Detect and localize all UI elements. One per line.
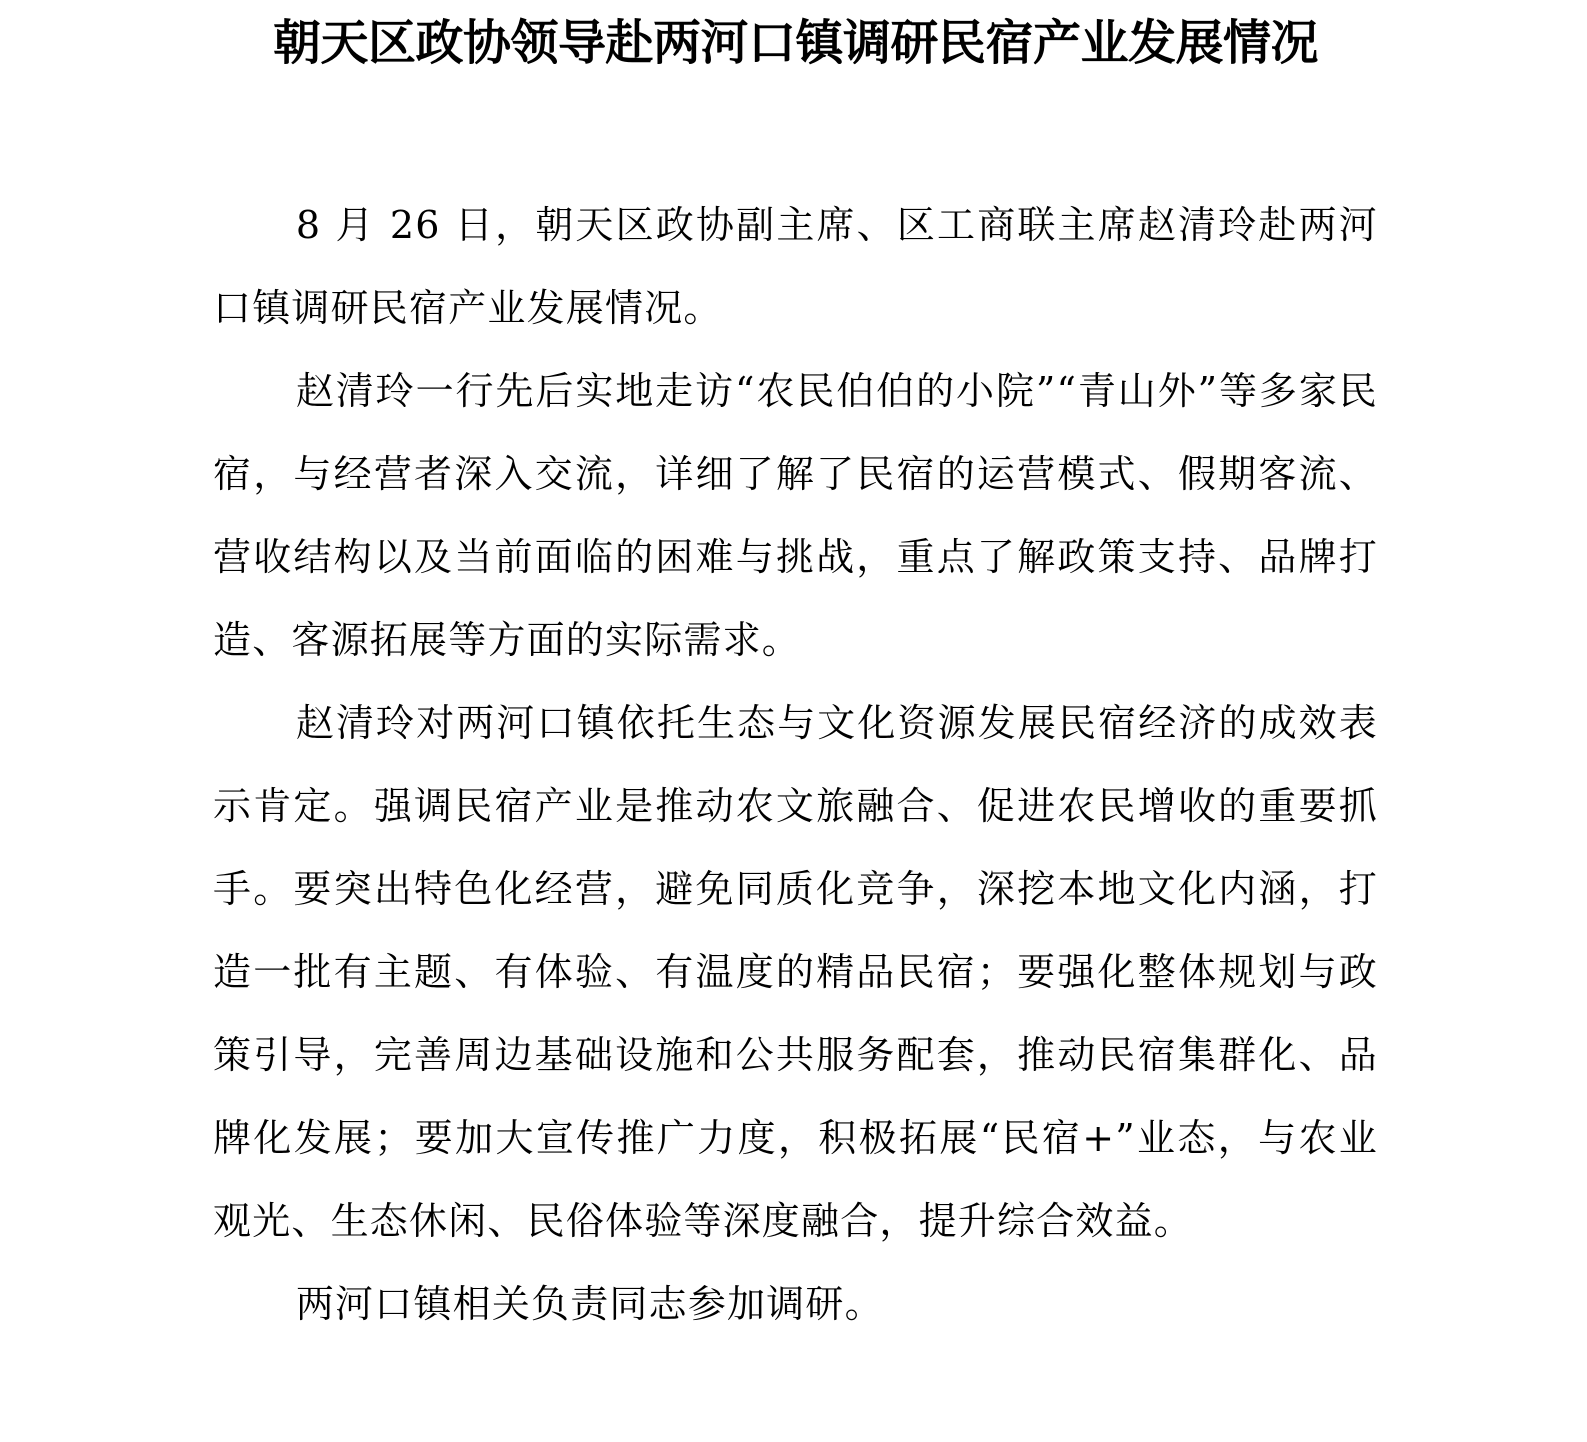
document-title: 朝天区政协领导赴两河口镇调研民宿产业发展情况 [272, 15, 1318, 71]
document-body [213, 184, 1378, 1346]
paragraph-1: 8 月 26 日，朝天区政协副主席、区工商联主席赵清玲赴两河口镇调研民宿产业发展情况。 [213, 203, 1378, 330]
document-page [213, 0, 1378, 1346]
paragraph-4: 两河口镇相关负责同志参加调研。 [295, 1282, 884, 1326]
paragraph-2: 赵清玲一行先后实地走访“农民伯伯的小院”“青山外”等多家民宿，与经营者深入交流，详细了解了民宿的运营模式、假期客流、营收结构以及当前面临的困难与挑战，重点了解政策支持、品牌打造、客源拓展等方面的实际需求。 [213, 369, 1378, 662]
paragraph-3: 赵清玲对两河口镇依托生态与文化资源发展民宿经济的成效表示肯定。强调民宿产业是推动农文旅融合、促进农民增收的重要抓手。要突出特色化经营，避免同质化竞争，深挖本地文化内涵，打造一批有主题、有体验、有温度的精品民宿；要强化整体规划与政策引导，完善周边基础设施和公共服务配套，推动民宿集群化、品牌化发展；要加大宣传推广力度，积极拓展“民宿+”业态，与农业观光、生态休闲、民俗体验等深度融合，提升综合效益。 [213, 701, 1378, 1243]
